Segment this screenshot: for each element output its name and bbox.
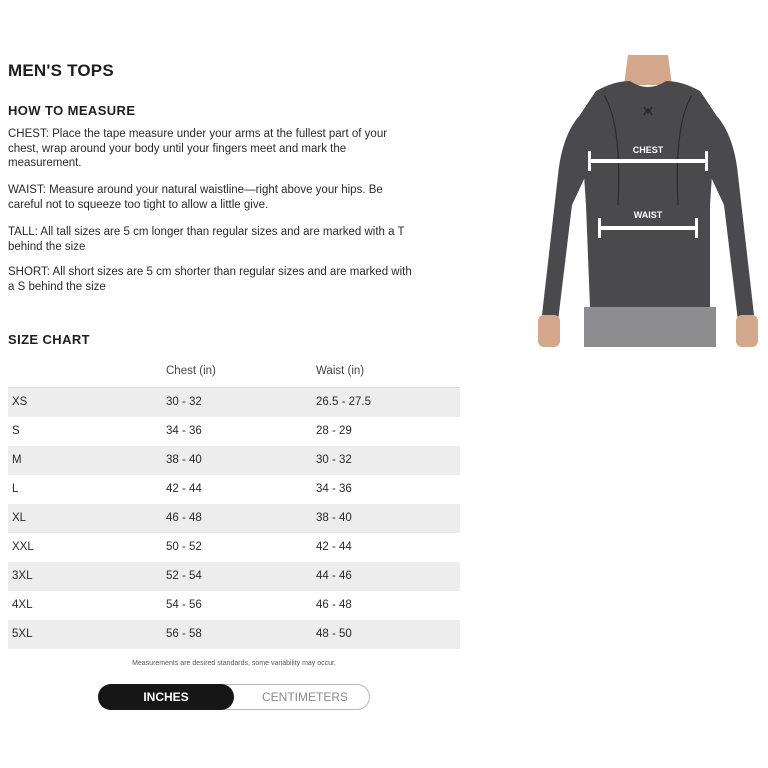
table-row (8, 446, 460, 475)
model-shirt-torso (580, 81, 716, 307)
waist-cell: 30 - 32 (316, 454, 352, 466)
waist-measure-right-tick (695, 218, 698, 238)
table-row (8, 562, 460, 591)
waist-cell: 34 - 36 (316, 483, 352, 495)
size-cell: XS (12, 396, 28, 408)
model-left-hand (538, 315, 560, 347)
measurement-disclaimer: Measurements are desired standards, some variability may occur. (132, 660, 336, 667)
table-row (8, 504, 460, 533)
chest-cell: 38 - 40 (166, 454, 202, 466)
table-row (8, 591, 460, 620)
chest-cell: 50 - 52 (166, 541, 202, 553)
waist-cell: 44 - 46 (316, 570, 352, 582)
chest-cell: 46 - 48 (166, 512, 202, 524)
chest-cell: 56 - 58 (166, 628, 202, 640)
chest-cell: 30 - 32 (166, 396, 202, 408)
tall-instruction-text: : All tall sizes are 5 cm longer than regular sizes and are marked with a T behind the size (8, 226, 405, 253)
waist-instruction-label: WAIST (8, 184, 43, 196)
waist-cell: 48 - 50 (316, 628, 352, 640)
size-cell: M (12, 454, 22, 466)
size-cell: 4XL (12, 599, 33, 611)
chest-column-header: Chest (in) (166, 365, 216, 377)
waist-measure-line (598, 226, 698, 230)
waist-cell: 42 - 44 (316, 541, 352, 553)
table-row (8, 620, 460, 649)
tall-instruction (8, 225, 413, 254)
chest-cell: 42 - 44 (166, 483, 202, 495)
short-instruction (8, 265, 413, 294)
table-header-row (8, 361, 460, 388)
short-instruction-label: SHORT (8, 266, 47, 278)
model-right-hand (736, 315, 758, 347)
waist-instruction-text: : Measure around your natural waistline—right above your hips. Be careful not to squeeze too tight to allow a little give. (8, 184, 383, 211)
short-instruction-text: : All short sizes are 5 cm shorter than regular sizes and are marked with a S behind the size (8, 266, 412, 293)
chest-measure-right-tick (705, 151, 708, 171)
size-chart-title: SIZE CHART (8, 332, 90, 347)
inches-toggle-button[interactable]: INCHES (98, 684, 234, 710)
model-neck (624, 55, 672, 85)
centimeters-toggle-button[interactable]: CENTIMETERS (261, 690, 348, 704)
chest-measure-left-tick (588, 151, 591, 171)
size-cell: L (12, 483, 19, 495)
model-shorts (584, 307, 716, 347)
waist-instruction (8, 183, 413, 212)
table-row (8, 417, 460, 446)
unit-toggle (98, 684, 370, 710)
waist-cell: 28 - 29 (316, 425, 352, 437)
chest-measure-label: CHEST (632, 145, 664, 155)
model-illustration (534, 55, 762, 347)
table-body (8, 388, 460, 649)
size-cell: 5XL (12, 628, 33, 640)
chest-instruction (8, 127, 413, 171)
how-to-measure-title: HOW TO MEASURE (8, 103, 136, 118)
waist-cell: 38 - 40 (316, 512, 352, 524)
chest-cell: 34 - 36 (166, 425, 202, 437)
waist-measure-label: WAIST (633, 210, 663, 220)
size-chart-table (8, 361, 460, 649)
table-row (8, 475, 460, 504)
chest-cell: 54 - 56 (166, 599, 202, 611)
waist-measure-left-tick (598, 218, 601, 238)
size-cell: S (12, 425, 20, 437)
waist-column-header: Waist (in) (316, 365, 365, 377)
table-row (8, 533, 460, 562)
table-row (8, 388, 460, 417)
waist-cell: 26.5 - 27.5 (316, 396, 371, 408)
waist-cell: 46 - 48 (316, 599, 352, 611)
tall-instruction-label: TALL (8, 226, 35, 238)
chest-measure-line (588, 159, 708, 163)
size-cell: XL (12, 512, 27, 524)
page-title: MEN'S TOPS (8, 61, 114, 80)
model-measurement-figure (534, 55, 762, 347)
size-cell: 3XL (12, 570, 33, 582)
chest-instruction-text: : Place the tape measure under your arms at the fullest part of your chest, wrap around your body until your fingers meet and mark the measurement. (8, 128, 388, 169)
size-cell: XXL (12, 541, 34, 553)
chest-instruction-label: CHEST (8, 128, 46, 140)
chest-cell: 52 - 54 (166, 570, 202, 582)
